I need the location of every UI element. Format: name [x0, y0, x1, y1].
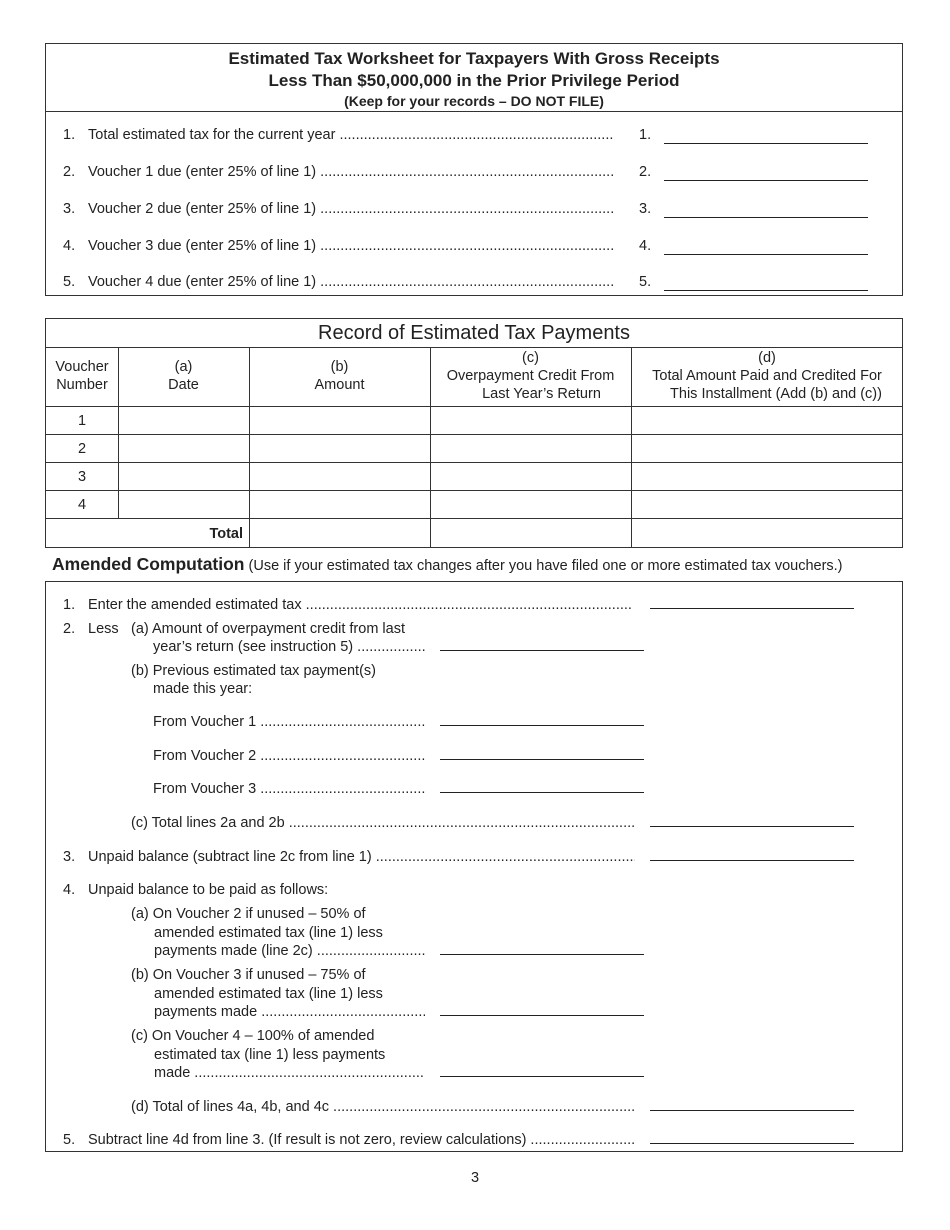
total-label: Total — [209, 526, 243, 542]
line-1-text: Enter the amended estimated tax ..... — [88, 596, 633, 614]
from-voucher-1-field[interactable] — [440, 725, 644, 726]
worksheet-note: (Keep for your records – DO NOT FILE) — [344, 93, 604, 109]
line-4a-text-cont: amended estimated tax (line 1) less — [154, 925, 383, 941]
line-number: 2. — [63, 621, 76, 637]
line-ref: 5. — [639, 274, 652, 290]
from-voucher-3-field[interactable] — [440, 792, 644, 793]
line-number: 5. — [63, 274, 76, 290]
line-ref: 2. — [639, 164, 652, 180]
line-number: 2. — [63, 164, 76, 180]
line-2c-field[interactable] — [650, 826, 854, 827]
line-3-field[interactable] — [650, 860, 854, 861]
header-amount: (b) Amount — [314, 359, 365, 393]
line-ref: 1. — [639, 127, 652, 143]
page-number: 3 — [470, 1170, 480, 1186]
amended-subtitle: (Use if your estimated tax changes after you have filed one or more estimated tax vouchers.) — [248, 558, 843, 574]
less-label: Less — [88, 621, 119, 637]
line-number: 3. — [63, 201, 76, 217]
voucher-row-1: 1 — [77, 413, 87, 429]
worksheet-title-line1: Estimated Tax Worksheet for Taxpayers With Gross Receipts — [228, 49, 720, 68]
line-2b-text: (b) Previous estimated tax payment(s) — [131, 663, 376, 679]
answer-field[interactable] — [664, 254, 868, 255]
line-ref: 3. — [639, 201, 652, 217]
line-4b-text-end: payments made ..... — [154, 1003, 425, 1021]
line-4d-text: (d) Total of lines 4a, 4b, and 4c ..... — [131, 1098, 635, 1116]
from-voucher-3: From Voucher 3 ..... — [153, 780, 425, 798]
line-4d-field[interactable] — [650, 1110, 854, 1111]
answer-field[interactable] — [664, 217, 868, 218]
line-3-text: Unpaid balance (subtract line 2c from line 1) ..... — [88, 848, 635, 866]
line-number: 1. — [63, 597, 76, 613]
answer-field[interactable] — [664, 180, 868, 181]
header-date: (a) Date — [168, 359, 199, 393]
line-number: 5. — [63, 1132, 76, 1148]
voucher-row-3: 3 — [77, 469, 87, 485]
line-1-field[interactable] — [650, 608, 854, 609]
line-2a-text-cont: year’s return (see instruction 5) ..... — [153, 638, 425, 656]
line-number: 4. — [63, 238, 76, 254]
line-5-text: Subtract line 4d from line 3. (If result is not zero, review calculations) ..... — [88, 1131, 635, 1149]
answer-field[interactable] — [664, 290, 868, 291]
line-ref: 4. — [639, 238, 652, 254]
from-voucher-1: From Voucher 1 ..... — [153, 713, 425, 731]
amended-heading: Amended Computation — [52, 554, 245, 574]
line-2a-text: (a) Amount of overpayment credit from last — [131, 621, 405, 637]
header-overpayment-credit: (c) Overpayment Credit From Last Year’s Return — [446, 350, 615, 402]
worksheet-line-2 — [46, 164, 902, 186]
line-4c-field[interactable] — [440, 1076, 644, 1077]
line-number: 4. — [63, 882, 76, 898]
line-number: 3. — [63, 849, 76, 865]
line-4c-text: (c) On Voucher 4 – 100% of amended — [131, 1028, 375, 1044]
worksheet-title-line2: Less Than $50,000,000 in the Prior Privilege Period — [268, 71, 680, 90]
line-text: Total estimated tax for the current year ..... — [88, 127, 614, 143]
header-total-amount-paid: (d) Total Amount Paid and Credited For This Installment (Add (b) and (c)) — [652, 350, 882, 402]
line-4a-field[interactable] — [440, 954, 644, 955]
line-2a-field[interactable] — [440, 650, 644, 651]
record-title: Record of Estimated Tax Payments — [46, 319, 902, 348]
line-4-text: Unpaid balance to be paid as follows: — [88, 882, 329, 898]
line-text: Voucher 3 due (enter 25% of line 1) ..... — [88, 238, 614, 254]
line-4a-text: (a) On Voucher 2 if unused – 50% of — [131, 906, 366, 922]
answer-field[interactable] — [664, 143, 868, 144]
line-4c-text-cont: estimated tax (line 1) less payments — [154, 1047, 386, 1063]
record-of-payments-table — [45, 318, 903, 548]
voucher-row-4: 4 — [77, 497, 87, 513]
worksheet-line-5 — [46, 274, 902, 296]
worksheet-header — [46, 44, 902, 112]
worksheet-line-3 — [46, 201, 902, 223]
line-4c-text-end: made ..... — [154, 1064, 425, 1082]
worksheet-line-1 — [46, 127, 902, 149]
header-voucher-number: Voucher Number — [55, 359, 109, 393]
amended-title — [52, 554, 843, 575]
estimated-tax-worksheet — [45, 43, 903, 296]
line-5-field[interactable] — [650, 1143, 854, 1144]
from-voucher-2: From Voucher 2 ..... — [153, 747, 425, 765]
line-text: Voucher 1 due (enter 25% of line 1) ..... — [88, 164, 614, 180]
line-4a-text-end: payments made (line 2c) ..... — [154, 942, 425, 960]
line-number: 1. — [63, 127, 76, 143]
amended-computation — [45, 581, 903, 1152]
line-text: Voucher 2 due (enter 25% of line 1) ..... — [88, 201, 614, 217]
line-4b-text: (b) On Voucher 3 if unused – 75% of — [131, 967, 366, 983]
line-2b-text-cont: made this year: — [153, 681, 253, 697]
from-voucher-2-field[interactable] — [440, 759, 644, 760]
voucher-row-2: 2 — [77, 441, 87, 457]
line-4b-text-cont: amended estimated tax (line 1) less — [154, 986, 383, 1002]
line-4b-field[interactable] — [440, 1015, 644, 1016]
worksheet-line-4 — [46, 238, 902, 260]
line-2c-text: (c) Total lines 2a and 2b ..... — [131, 814, 635, 832]
line-text: Voucher 4 due (enter 25% of line 1) ..... — [88, 274, 614, 290]
